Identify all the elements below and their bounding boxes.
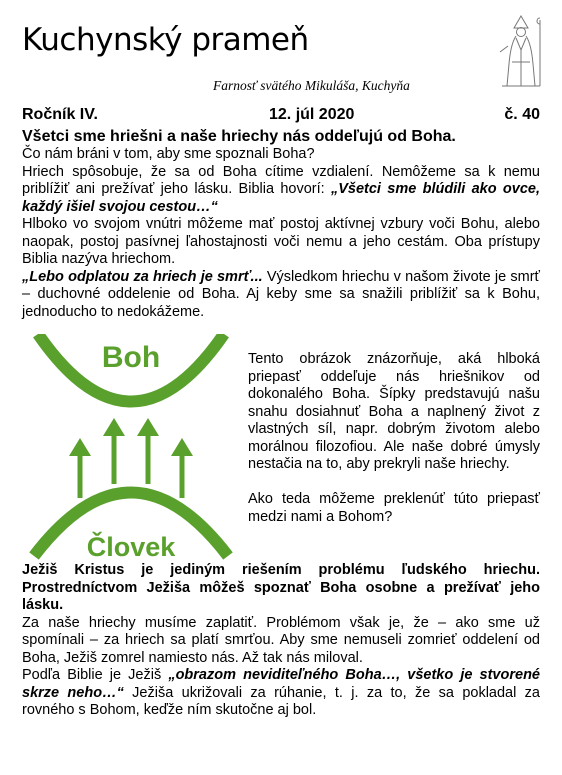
article-headline: Všetci sme hriešni a naše hriechy nás oddeľujú od Boha. <box>22 128 456 145</box>
issue-info-row <box>22 106 540 126</box>
arrow-1 <box>69 438 91 498</box>
parish-name: Farnosť svätého Mikuláša, Kuchyňa <box>213 78 410 93</box>
god-label: Boh <box>101 341 161 374</box>
article-paragraph-3 <box>22 269 540 322</box>
issue-number: č. 40 <box>504 106 540 123</box>
saint-nicholas-illustration <box>492 12 550 90</box>
article-top <box>22 127 540 321</box>
conclusion-paragraph-2 <box>22 667 540 720</box>
conclusion-section <box>22 562 540 720</box>
arrow-2 <box>103 418 125 484</box>
paragraph-1-text: Hriech spôsobuje, že sa od Boha cítime vzdialení. Nemôžeme sa k nemu priblížiť ani prežívať jeho lásku. Biblia hovorí: <box>22 163 540 197</box>
paragraph-2-quote: „obrazom neviditeľného Boha…, všetko je stvorené skrze neho…“ <box>22 667 540 701</box>
diagram-explanation <box>248 351 540 526</box>
paragraph-3-text: Výsledkom hriechu v našom živote je smrť – duchovné oddelenie od Boha. Aj keby sme sa snažili priblížiť sa k Bohu, jednoducho to nedokážeme. <box>22 268 540 320</box>
arrow-4 <box>171 438 193 498</box>
gap-diagram <box>22 334 240 566</box>
volume-label: Ročník IV. <box>22 106 98 123</box>
article-paragraph-2: Hlboko vo svojom vnútri môžeme mať postoj aktívnej vzbury voči Bohu, alebo naopak, postoj pasívnej ľahostajnosti voči nemu a jeho cestám. Oba prístupy Biblia nazýva hriechom. <box>22 216 540 267</box>
conclusion-paragraph-1: Za naše hriechy musíme zaplatiť. Problémom však je, že – ako sme už spomínali – za hriech sa platí smrťou. Aby sme nemuseli zomrieť oddelení od Boha, Ježiš zomrel namiesto nás. Až tak nás miloval. <box>22 614 540 666</box>
article-question: Čo nám bráni v tom, aby sme spoznali Boha? <box>22 146 315 162</box>
effort-arrows <box>69 418 193 498</box>
human-label: Človek <box>86 532 176 562</box>
paragraph-2-start: Podľa Biblie je Ježiš <box>22 667 169 683</box>
article-paragraph-1 <box>22 164 540 217</box>
issue-date: 12. júl 2020 <box>269 106 355 123</box>
conclusion-headline: Ježiš Kristus je jediným riešením problému ľudského hriechu. Prostredníctvom Ježiša môžeš spoznať Boha osobne a prežívať jeho lásku. <box>22 562 540 613</box>
explanation-question: Ako teda môžeme preklenúť túto priepasť medzi nami a Bohom? <box>248 491 540 525</box>
paragraph-3-quote: „Lebo odplatou za hriech je smrť... <box>22 268 263 285</box>
paragraph-1-quote: „Všetci sme blúdili ako ovce, každý išiel svojou cestou…“ <box>22 181 540 215</box>
masthead-title: Kuchynský prameň <box>22 22 309 58</box>
arrow-3 <box>137 418 159 484</box>
explanation-paragraph: Tento obrázok znázorňuje, aká hlboká priepasť oddeľuje nás hriešnikov od dokonalého Boha. Šípky predstavujú našu snahu dosiahnuť Boha a naplnený život z vlastných síl, napr. dobrým životom alebo morálnou filozofiou. Ale naše dobré úmysly nestačia na to, aby prekryli naše hriechy. <box>248 351 540 472</box>
paragraph-2-end: Ježiša ukrižovali za rúhanie, t. j. za to, že sa pokladal za rovného s Bohom, keďže ním skutočne aj bol. <box>22 684 540 718</box>
